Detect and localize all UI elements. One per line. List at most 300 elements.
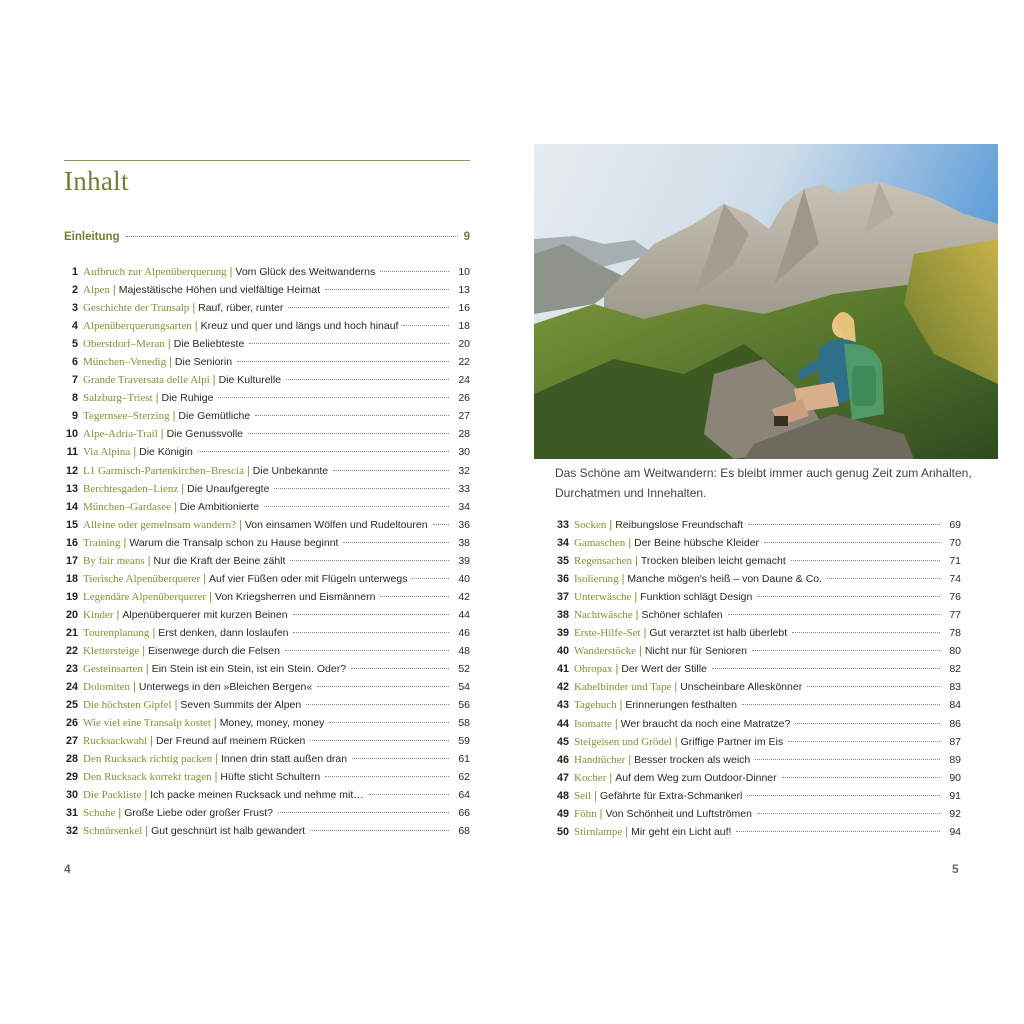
entry-title: L1 Garmisch-Partenkirchen–Brescia bbox=[83, 464, 244, 477]
leader-dots bbox=[764, 541, 940, 543]
entry-title: Tierische Alpenüberquerer bbox=[83, 572, 201, 585]
entry-number: 48 bbox=[556, 789, 569, 802]
entry-number: 34 bbox=[556, 537, 569, 550]
entry-title: Wanderstöcke bbox=[574, 645, 637, 658]
toc-entry[interactable] bbox=[64, 501, 470, 519]
entry-subtitle: Gut verarztet ist halb überlebt bbox=[649, 627, 788, 640]
entry-separator: | bbox=[609, 771, 613, 784]
entry-page: 58 bbox=[458, 717, 470, 730]
toc-entry[interactable] bbox=[64, 537, 470, 555]
entry-subtitle: Ich packe meinen Rucksack und nehme mit… bbox=[150, 789, 364, 802]
entry-separator: | bbox=[628, 753, 632, 766]
toc-entry[interactable] bbox=[64, 573, 470, 591]
entry-separator: | bbox=[635, 609, 639, 622]
entry-title: Den Rucksack richtig packen bbox=[83, 753, 213, 766]
entry-page: 68 bbox=[458, 825, 470, 838]
entry-page: 89 bbox=[949, 753, 961, 766]
toc-entry[interactable] bbox=[555, 663, 961, 681]
entry-title: Kinder bbox=[83, 608, 114, 621]
entry-number: 13 bbox=[65, 482, 78, 495]
entry-page: 18 bbox=[458, 320, 470, 333]
entry-page: 84 bbox=[949, 699, 961, 712]
toc-entry[interactable] bbox=[64, 266, 470, 284]
leader-dots bbox=[380, 595, 449, 597]
leader-dots bbox=[343, 541, 449, 543]
toc-entry[interactable] bbox=[555, 754, 961, 772]
entry-title: München–Venedig bbox=[83, 356, 167, 369]
entry-separator: | bbox=[229, 266, 233, 278]
entry-number: 31 bbox=[65, 807, 78, 820]
entry-subtitle: Hüfte sticht Schultern bbox=[220, 771, 321, 784]
entry-separator: | bbox=[609, 519, 613, 531]
entry-page: 90 bbox=[949, 771, 961, 784]
entry-page: 42 bbox=[458, 590, 470, 603]
page-number-left: 4 bbox=[64, 862, 71, 876]
toc-entry[interactable] bbox=[64, 392, 470, 410]
entry-separator: | bbox=[614, 717, 618, 730]
entry-subtitle: Warum die Transalp schon zu Hause beginnt bbox=[129, 536, 339, 549]
entry-separator: | bbox=[152, 626, 156, 639]
entry-number: 33 bbox=[556, 519, 569, 531]
entry-separator: | bbox=[155, 392, 159, 405]
toc-entry[interactable] bbox=[64, 465, 470, 483]
leader-dots bbox=[403, 324, 449, 326]
entry-page: 32 bbox=[458, 464, 470, 477]
entry-subtitle: Nicht nur für Senioren bbox=[644, 645, 747, 658]
leader-dots bbox=[310, 739, 449, 741]
toc-entry[interactable] bbox=[555, 826, 961, 844]
leader-dots bbox=[248, 432, 449, 434]
entry-page: 48 bbox=[458, 644, 470, 657]
entry-separator: | bbox=[625, 825, 629, 838]
leader-dots bbox=[310, 829, 449, 831]
toc-entry[interactable] bbox=[64, 771, 470, 789]
entry-separator: | bbox=[628, 537, 632, 550]
entry-separator: | bbox=[172, 410, 176, 423]
entry-title: Die Packliste bbox=[83, 789, 142, 802]
toc-entry[interactable] bbox=[64, 789, 470, 807]
leader-dots bbox=[742, 703, 940, 705]
entry-separator: | bbox=[133, 446, 137, 459]
entry-title: Erste-Hilfe-Set bbox=[574, 627, 641, 640]
toc-entry[interactable] bbox=[555, 645, 961, 663]
toc-entry[interactable] bbox=[555, 627, 961, 645]
entry-subtitle: Alpenüberquerer mit kurzen Beinen bbox=[122, 608, 288, 621]
entry-page: 40 bbox=[458, 572, 470, 585]
toc-entry[interactable] bbox=[64, 663, 470, 681]
leader-dots bbox=[317, 685, 449, 687]
leader-dots bbox=[325, 288, 449, 290]
entry-number: 25 bbox=[65, 699, 78, 712]
entry-page: 52 bbox=[458, 663, 470, 676]
entry-number: 4 bbox=[71, 320, 78, 333]
entry-page: 82 bbox=[949, 663, 961, 676]
toc-list-right bbox=[555, 519, 961, 844]
leader-dots bbox=[369, 793, 449, 795]
entry-number: 1 bbox=[71, 266, 78, 278]
entry-number: 28 bbox=[65, 753, 78, 766]
entry-title: Seil bbox=[574, 789, 592, 802]
entry-subtitle: Auf vier Füßen oder mit Flügeln unterwegs bbox=[209, 572, 408, 585]
entry-page: 66 bbox=[458, 807, 470, 820]
leader-dots bbox=[325, 775, 449, 777]
entry-title: Handtücher bbox=[574, 753, 626, 766]
entry-title: Föhn bbox=[574, 807, 597, 820]
entry-number: 32 bbox=[65, 825, 78, 838]
leader-dots bbox=[788, 740, 940, 742]
toc-entry[interactable] bbox=[64, 681, 470, 699]
entry-subtitle: Von Schönheit und Luftströmen bbox=[605, 807, 752, 820]
mountain-hiker-photo bbox=[534, 144, 998, 459]
toc-entry[interactable] bbox=[555, 519, 961, 537]
entry-title: Den Rucksack korrekt tragen bbox=[83, 771, 212, 784]
entry-page: 36 bbox=[458, 518, 470, 531]
entry-number: 44 bbox=[556, 717, 569, 730]
entry-page: 22 bbox=[458, 356, 470, 369]
entry-subtitle: Funktion schlägt Design bbox=[640, 591, 753, 604]
entry-subtitle: Wer braucht da noch eine Matratze? bbox=[620, 717, 791, 730]
entry-page: 30 bbox=[458, 446, 470, 459]
entry-number: 6 bbox=[71, 356, 78, 369]
entry-separator: | bbox=[639, 645, 642, 658]
leader-dots bbox=[807, 685, 940, 687]
entry-subtitle: Trocken bleiben leicht gemacht bbox=[640, 555, 786, 568]
entry-title: Alleine oder gemeinsam wandern? bbox=[83, 518, 237, 531]
leader-dots bbox=[795, 722, 940, 724]
toc-entry[interactable] bbox=[64, 753, 470, 771]
entry-page: 78 bbox=[949, 627, 961, 640]
toc-entry[interactable] bbox=[555, 699, 961, 717]
leader-dots bbox=[752, 649, 940, 651]
entry-page: 27 bbox=[458, 410, 470, 423]
entry-title: Gamaschen bbox=[574, 537, 626, 550]
entry-number: 29 bbox=[65, 771, 78, 784]
entry-separator: | bbox=[145, 663, 149, 676]
leader-dots bbox=[757, 595, 940, 597]
entry-page: 94 bbox=[949, 825, 961, 838]
entry-title: Socken bbox=[574, 519, 607, 531]
toc-entry[interactable] bbox=[64, 428, 470, 446]
toc-entry[interactable] bbox=[64, 320, 470, 338]
entry-separator: | bbox=[173, 500, 177, 513]
leader-dots bbox=[274, 487, 449, 489]
leader-dots bbox=[728, 613, 940, 615]
leader-dots bbox=[218, 396, 449, 398]
entry-title: Dolomiten bbox=[83, 681, 131, 694]
entry-page: 77 bbox=[949, 609, 961, 622]
entry-subtitle: Mir geht ein Licht auf! bbox=[631, 825, 732, 838]
toc-intro-entry[interactable] bbox=[64, 231, 470, 247]
leader-dots bbox=[352, 757, 449, 759]
leader-dots bbox=[237, 360, 449, 362]
entry-page: 38 bbox=[458, 536, 470, 549]
entry-subtitle: Die Genussvolle bbox=[166, 428, 244, 441]
entry-number: 20 bbox=[65, 608, 78, 621]
entry-subtitle: Der Beine hübsche Kleider bbox=[634, 537, 760, 550]
entry-subtitle: Die Seniorin bbox=[174, 356, 233, 369]
entry-title: Rucksackwahl bbox=[83, 735, 148, 748]
toc-entry[interactable] bbox=[64, 410, 470, 428]
entry-separator: | bbox=[123, 536, 127, 549]
toc-entry[interactable] bbox=[64, 609, 470, 627]
entry-title: Tourenplanung bbox=[83, 626, 150, 639]
entry-number: 46 bbox=[556, 753, 569, 766]
leader-dots bbox=[249, 342, 449, 344]
leader-dots bbox=[757, 812, 940, 814]
entry-number: 36 bbox=[556, 573, 569, 586]
leader-dots bbox=[286, 378, 449, 380]
leader-dots bbox=[333, 469, 449, 471]
toc-entry[interactable] bbox=[555, 609, 961, 627]
entry-separator: | bbox=[203, 572, 207, 585]
entry-separator: | bbox=[239, 518, 242, 531]
toc-entry[interactable] bbox=[64, 591, 470, 609]
entry-number: 38 bbox=[556, 609, 569, 622]
toc-entry[interactable] bbox=[64, 284, 470, 302]
photo-caption: Das Schöne am Weitwandern: Es bleibt immer auch genug Zeit zum Anhalten, Durchatmen und Innehalten. bbox=[555, 466, 972, 500]
toc-entry[interactable] bbox=[64, 374, 470, 392]
entry-page: 71 bbox=[949, 555, 961, 568]
entry-page: 86 bbox=[949, 717, 961, 730]
entry-page: 61 bbox=[458, 753, 470, 766]
entry-page: 69 bbox=[949, 519, 961, 531]
entry-separator: | bbox=[621, 573, 625, 586]
toc-entry[interactable] bbox=[555, 736, 961, 754]
entry-separator: | bbox=[643, 627, 647, 640]
entry-separator: | bbox=[118, 807, 122, 820]
entry-separator: | bbox=[142, 644, 146, 657]
leader-dots bbox=[329, 721, 449, 723]
entry-subtitle: Die Kulturelle bbox=[218, 374, 282, 387]
entry-separator: | bbox=[144, 789, 148, 802]
entry-separator: | bbox=[181, 482, 185, 495]
entry-number: 8 bbox=[71, 392, 78, 405]
entry-subtitle: Die Unaufgeregte bbox=[187, 482, 270, 495]
entry-title: Isolierung bbox=[574, 573, 619, 586]
entry-page: 64 bbox=[458, 789, 470, 802]
entry-title: Kocher bbox=[574, 771, 607, 784]
entry-subtitle: Ein Stein ist ein Stein, ist ein Stein. Oder? bbox=[151, 663, 347, 676]
entry-title: Steigeisen und Grödel bbox=[574, 735, 672, 748]
leader-dots bbox=[288, 306, 449, 308]
entry-separator: | bbox=[116, 608, 120, 621]
toc-entry[interactable] bbox=[555, 772, 961, 790]
entry-title: Aufbruch zur Alpenüberquerung bbox=[83, 266, 227, 278]
entry-title: Berchtesgaden–Lienz bbox=[83, 482, 179, 495]
entry-page: 10 bbox=[458, 266, 470, 278]
entry-subtitle: Große Liebe oder großer Frust? bbox=[124, 807, 274, 820]
toc-entry[interactable] bbox=[64, 627, 470, 645]
toc-entry[interactable] bbox=[64, 338, 470, 356]
entry-subtitle: Griffige Partner im Eis bbox=[680, 735, 784, 748]
entry-subtitle: Gefährte für Extra-Schmankerl bbox=[599, 789, 743, 802]
entry-separator: | bbox=[169, 356, 172, 369]
entry-number: 43 bbox=[556, 699, 569, 712]
entry-separator: | bbox=[599, 807, 603, 820]
leader-dots bbox=[290, 559, 449, 561]
entry-number: 24 bbox=[65, 681, 78, 694]
entry-separator: | bbox=[213, 717, 217, 730]
heading-rule bbox=[64, 160, 470, 161]
entry-title: Alpen bbox=[83, 284, 110, 297]
leader-dots bbox=[736, 830, 940, 832]
entry-number: 14 bbox=[65, 500, 78, 513]
entry-number: 49 bbox=[556, 807, 569, 820]
toc-entry[interactable] bbox=[64, 825, 470, 843]
toc-entry[interactable] bbox=[64, 735, 470, 753]
leader-dots bbox=[293, 613, 449, 615]
entry-separator: | bbox=[674, 681, 678, 694]
toc-entry[interactable] bbox=[64, 356, 470, 374]
leader-dots bbox=[198, 450, 449, 452]
leader-dots bbox=[755, 758, 940, 760]
leader-dots bbox=[712, 667, 940, 669]
entry-title: Wie viel eine Transalp kostet bbox=[83, 717, 211, 730]
toc-entry[interactable] bbox=[555, 808, 961, 826]
entry-number: 19 bbox=[65, 590, 78, 603]
entry-title: Salzburg–Triest bbox=[83, 392, 153, 405]
entry-page: 39 bbox=[458, 554, 470, 567]
entry-title: Legendäre Alpenüberquerer bbox=[83, 590, 207, 603]
entry-title: Tagebuch bbox=[574, 699, 617, 712]
leader-dots bbox=[306, 703, 449, 705]
entry-title: Alpe-Adria-Trail bbox=[83, 428, 158, 441]
entry-subtitle: Schöner schlafen bbox=[641, 609, 723, 622]
entry-title: Ohropax bbox=[574, 663, 613, 676]
entry-number: 39 bbox=[556, 627, 569, 640]
entry-separator: | bbox=[615, 663, 619, 676]
toc-entry[interactable] bbox=[555, 790, 961, 808]
entry-separator: | bbox=[133, 681, 136, 694]
entry-page: 59 bbox=[458, 735, 470, 748]
entry-subtitle: Die Gemütliche bbox=[178, 410, 251, 423]
entry-title: Grande Traversata delle Alpi bbox=[83, 374, 210, 387]
entry-number: 5 bbox=[71, 338, 78, 351]
entry-title: Isomatte bbox=[574, 717, 612, 730]
entry-page: 34 bbox=[458, 500, 470, 513]
toc-entry[interactable] bbox=[555, 537, 961, 555]
toc-entry[interactable] bbox=[555, 555, 961, 573]
entry-subtitle: Majestätische Höhen und vielfältige Heimat bbox=[118, 284, 321, 297]
entry-page: 56 bbox=[458, 699, 470, 712]
toc-entry[interactable] bbox=[555, 681, 961, 699]
entry-page: 13 bbox=[458, 284, 470, 297]
entry-page: 83 bbox=[949, 681, 961, 694]
page-number-right: 5 bbox=[952, 862, 959, 876]
entry-number: 42 bbox=[556, 681, 569, 694]
toc-entry[interactable] bbox=[64, 519, 470, 537]
entry-separator: | bbox=[192, 302, 196, 315]
entry-separator: | bbox=[145, 825, 149, 838]
entry-subtitle: Erinnerungen festhalten bbox=[625, 699, 737, 712]
entry-subtitle: Erst denken, dann loslaufen bbox=[158, 626, 289, 639]
entry-subtitle: Der Wert der Stille bbox=[621, 663, 707, 676]
leader-dots bbox=[433, 523, 449, 525]
entry-page: 26 bbox=[458, 392, 470, 405]
entry-subtitle: Eisenwege durch die Felsen bbox=[148, 644, 280, 657]
entry-number: 9 bbox=[71, 410, 78, 423]
entry-subtitle: Die Ambitionierte bbox=[179, 500, 260, 513]
leader-dots bbox=[782, 776, 940, 778]
entry-separator: | bbox=[147, 554, 151, 567]
entry-number: 16 bbox=[65, 536, 78, 549]
entry-title: Alpenüberquerungsarten bbox=[83, 320, 192, 333]
entry-title: Regensachen bbox=[574, 555, 633, 568]
leader-dots bbox=[380, 270, 449, 272]
toc-entry[interactable] bbox=[64, 807, 470, 825]
entry-title: By fair means bbox=[83, 554, 145, 567]
entry-number: 26 bbox=[65, 717, 78, 730]
leader-dots bbox=[792, 631, 940, 633]
entry-subtitle: Kreuz und quer und längs und hoch hinauf bbox=[200, 320, 399, 333]
entry-subtitle: Von Kriegsherren und Eismännern bbox=[214, 590, 376, 603]
entry-separator: | bbox=[209, 590, 212, 603]
toc-entry[interactable] bbox=[555, 573, 961, 591]
entry-title: Nachtwäsche bbox=[574, 609, 633, 622]
toc-entry[interactable] bbox=[64, 483, 470, 501]
entry-subtitle: Der Freund auf meinem Rücken bbox=[155, 735, 306, 748]
entry-page: 54 bbox=[458, 681, 470, 694]
entry-number: 3 bbox=[71, 302, 78, 315]
entry-title: Schuhe bbox=[83, 807, 116, 820]
entry-separator: | bbox=[635, 555, 638, 568]
toc-entry[interactable] bbox=[555, 591, 961, 609]
entry-number: 7 bbox=[71, 374, 78, 387]
entry-subtitle: Nur die Kraft der Beine zählt bbox=[153, 554, 286, 567]
leader-dots bbox=[748, 523, 940, 525]
entry-subtitle: Innen drin statt außen dran bbox=[221, 753, 348, 766]
toc-entry[interactable] bbox=[64, 302, 470, 320]
entry-number: 12 bbox=[65, 464, 78, 477]
entry-number: 47 bbox=[556, 771, 569, 784]
toc-entry[interactable] bbox=[555, 718, 961, 736]
entry-separator: | bbox=[594, 789, 597, 802]
toc-list-left bbox=[64, 266, 470, 844]
entry-page: 62 bbox=[458, 771, 470, 784]
entry-page: 16 bbox=[458, 302, 470, 315]
entry-number: 2 bbox=[71, 284, 78, 297]
entry-separator: | bbox=[194, 320, 198, 333]
entry-subtitle: Manche mögen's heiß – von Daune & Co. bbox=[627, 573, 823, 586]
leader-dots bbox=[126, 235, 458, 237]
entry-separator: | bbox=[167, 338, 171, 351]
toc-entry[interactable] bbox=[64, 555, 470, 573]
entry-title: Geschichte der Transalp bbox=[83, 302, 190, 315]
entry-title: München–Gardasee bbox=[83, 500, 171, 513]
entry-page: 28 bbox=[458, 428, 470, 441]
leader-dots bbox=[791, 559, 940, 561]
entry-number: 11 bbox=[66, 446, 78, 459]
toc-entry[interactable] bbox=[64, 699, 470, 717]
entry-title: Via Alpina bbox=[83, 446, 131, 459]
toc-entry[interactable] bbox=[64, 645, 470, 663]
entry-number: 37 bbox=[556, 591, 569, 604]
entry-subtitle: Die Königin bbox=[139, 446, 193, 459]
entry-page: 70 bbox=[949, 537, 961, 550]
entry-number: 18 bbox=[65, 572, 78, 585]
entry-number: 10 bbox=[65, 428, 78, 441]
entry-separator: | bbox=[150, 735, 153, 748]
entry-number: 35 bbox=[556, 555, 569, 568]
entry-number: 17 bbox=[65, 554, 78, 567]
entry-page: 44 bbox=[458, 608, 470, 621]
entry-title: Training bbox=[83, 536, 121, 549]
toc-entry[interactable] bbox=[64, 446, 470, 464]
entry-separator: | bbox=[112, 284, 116, 297]
toc-entry[interactable] bbox=[64, 717, 470, 735]
entry-subtitle: Gut geschnürt ist halb gewandert bbox=[151, 825, 306, 838]
entry-number: 30 bbox=[65, 789, 78, 802]
